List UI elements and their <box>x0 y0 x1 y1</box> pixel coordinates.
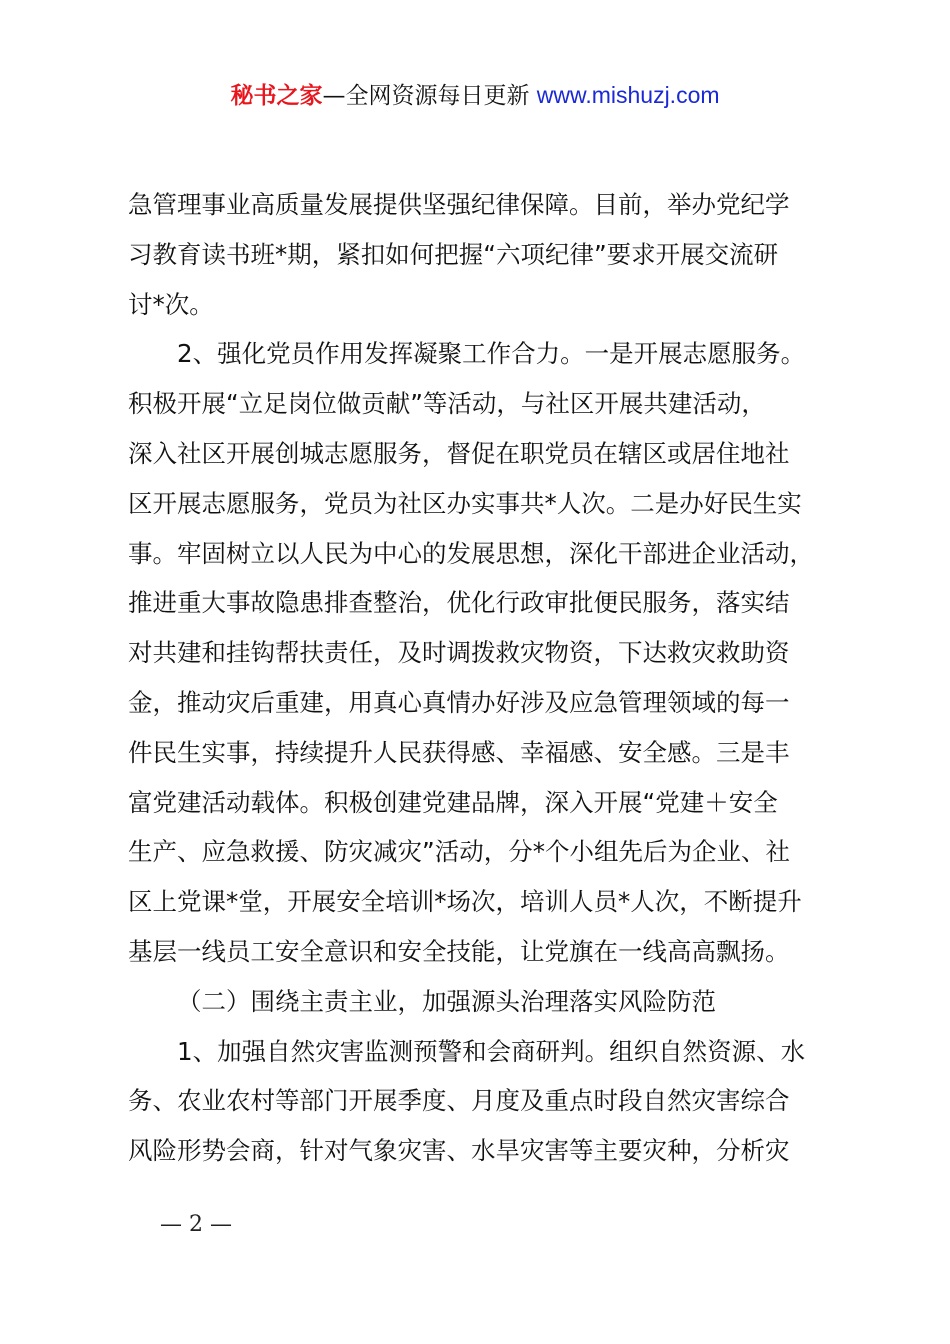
text-line: 习教育读书班*期，紧扣如何把握“六项纪律”要求开展交流研 <box>128 239 779 269</box>
brand-name: 秘书之家 <box>230 83 323 109</box>
text-line: 对共建和挂钩帮扶责任，及时调拨救灾物资，下达救灾救助资 <box>128 638 790 668</box>
text-line: 积极开展“立足岗位做贡献”等活动，与社区开展共建活动， <box>128 389 766 419</box>
text-line: 深入社区开展创城志愿服务，督促在职党员在辖区或居住地社 <box>128 438 790 468</box>
paragraph-start-line: 2、强化党员作用发挥凝聚工作合力。一是开展志愿服务。 <box>177 339 806 369</box>
text-line: 生产、应急救援、防灾减灾”活动，分*个小组先后为企业、社 <box>128 837 790 867</box>
text-line: 金，推动灾后重建，用真心真情办好涉及应急管理领域的每一 <box>128 687 790 717</box>
text-line: 件民生实事，持续提升人民获得感、幸福感、安全感。三是丰 <box>128 737 790 767</box>
site-url-link[interactable]: www.mishuzj.com <box>536 82 720 108</box>
document-body <box>128 180 833 1176</box>
section-heading: （二）围绕主责主业，加强源头治理落实风险防范 <box>177 986 716 1016</box>
text-line: 区上党课*堂，开展安全培训*场次，培训人员*人次，不断提升 <box>128 887 802 917</box>
paragraph-start-line: 1、加强自然灾害监测预警和会商研判。组织自然资源、水 <box>177 1036 806 1066</box>
text-line: 讨*次。 <box>128 289 214 319</box>
page-number: — 2 — <box>160 1212 232 1237</box>
site-header <box>0 78 950 113</box>
text-line: 区开展志愿服务，党员为社区办实事共*人次。二是办好民生实 <box>128 488 802 518</box>
text-line: 务、农业农村等部门开展季度、月度及重点时段自然灾害综合 <box>128 1086 790 1116</box>
text-line: 推进重大事故隐患排查整治，优化行政审批便民服务，落实结 <box>128 588 790 618</box>
text-line: 风险形势会商，针对气象灾害、水旱灾害等主要灾种，分析灾 <box>128 1136 790 1166</box>
text-line: 事。牢固树立以人民为中心的发展思想，深化干部进企业活动， <box>128 538 814 568</box>
text-line: 富党建活动载体。积极创建党建品牌，深入开展“党建＋安全 <box>128 787 778 817</box>
text-line: 急管理事业高质量发展提供坚强纪律保障。目前，举办党纪学 <box>128 190 790 219</box>
header-tagline: —全网资源每日更新 <box>322 83 537 109</box>
text-line: 基层一线员工安全意识和安全技能，让党旗在一线高高飘扬。 <box>128 936 790 966</box>
